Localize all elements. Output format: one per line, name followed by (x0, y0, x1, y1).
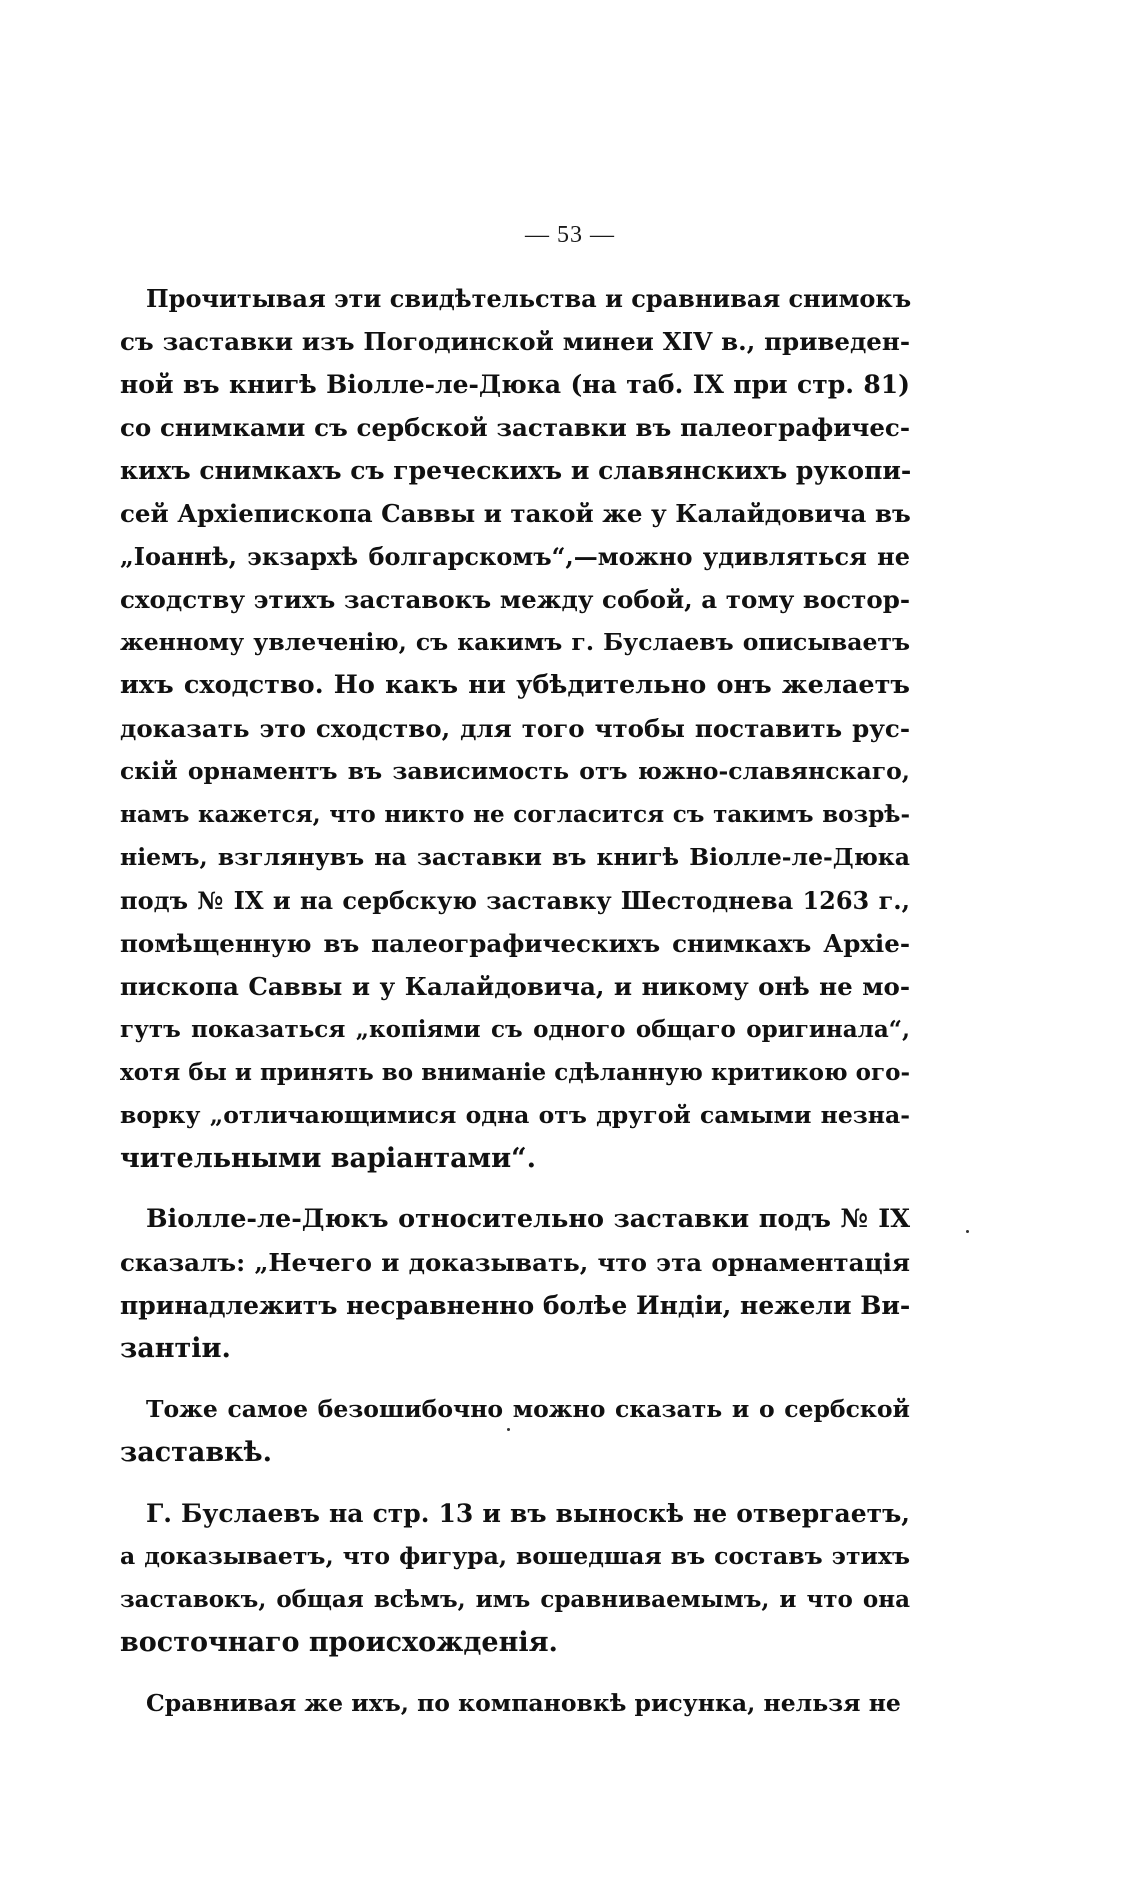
body-text (120, 277, 910, 1725)
paragraph (120, 277, 910, 1180)
text-line: гутъ показаться „копіями съ одного общаго оригинала“, (120, 1016, 910, 1043)
text-line: Тоже самое безошибочно можно сказать и о сербской (146, 1395, 910, 1423)
text-line: ной въ книгѣ Віолле-ле-Дюка (на таб. IX при стр. 81) (120, 370, 910, 399)
text-line: ніемъ, взглянувъ на заставки въ книгѣ Віолле-ле-Дюка (120, 843, 910, 871)
text-line: хотя бы и принять во вниманіе сдѣланную критикою ого- (120, 1059, 910, 1086)
paragraph (120, 1198, 910, 1370)
text-line: пископа Саввы и у Калайдовича, и никому онѣ не мо- (120, 972, 910, 1001)
print-speck (507, 1428, 510, 1431)
text-line: зантіи. (120, 1333, 231, 1364)
text-line: помѣщенную въ палеографическихъ снимкахъ Архіе- (120, 929, 910, 958)
text-line: чительными варіантами“. (120, 1143, 537, 1174)
text-line: доказать это сходство, для того чтобы поставить рус- (120, 714, 910, 743)
text-line: кихъ снимкахъ съ греческихъ и славянскихъ рукопи- (120, 456, 912, 485)
text-line: заставокъ, общая всѣмъ, имъ сравниваемымъ, и что она (120, 1586, 910, 1613)
text-line: сходству этихъ заставокъ между собой, а тому востор- (120, 585, 910, 614)
text-line: заставкѣ. (120, 1437, 273, 1468)
paragraph (120, 1492, 910, 1664)
text-line: Сравнивая же ихъ, по компановкѣ рисунка, нельзя не (146, 1689, 901, 1717)
text-line: Г. Буслаевъ на стр. 13 и въ выноскѣ не отвергаетъ, (146, 1499, 910, 1528)
text-line: сказалъ: „Нечего и доказывать, что эта орнаментація (120, 1248, 910, 1277)
text-line: принадлежитъ несравненно болѣе Индіи, нежели Ви- (120, 1291, 911, 1320)
text-line: съ заставки изъ Погодинской минеи XIV в., приведен- (120, 327, 910, 356)
text-line: сей Архіепископа Саввы и такой же у Калайдовича въ (120, 499, 911, 528)
text-line: „Іоаннѣ, экзархѣ болгарскомъ“,—можно удивляться не (120, 542, 910, 571)
text-line: а доказываетъ, что фигура, вошедшая въ составъ этихъ (120, 1542, 910, 1570)
paragraph (120, 1682, 910, 1725)
text-line: женному увлеченію, съ какимъ г. Буслаевъ описываетъ (120, 628, 910, 656)
text-line: Прочитывая эти свидѣтельства и сравнивая снимокъ (146, 284, 912, 313)
paragraph (120, 1388, 910, 1474)
text-line: ихъ сходство. Но какъ ни убѣдительно онъ желаетъ (120, 670, 910, 700)
text-line: ворку „отличающимися одна отъ другой самыми незна- (120, 1101, 910, 1129)
page-number: — 53 — (525, 222, 615, 248)
text-line: намъ кажется, что никто не согласится съ такимъ возрѣ- (120, 801, 910, 828)
print-speck (966, 1230, 969, 1233)
text-line: подъ № IX и на сербскую заставку Шестоднева 1263 г., (120, 886, 910, 915)
text-line: скій орнаментъ въ зависимость отъ южно-славянскаго, (120, 757, 910, 785)
text-line: восточнаго происхожденія. (120, 1627, 558, 1658)
text-line: со снимками съ сербской заставки въ палеографичес- (120, 413, 910, 442)
text-line: Віолле-ле-Дюкъ относительно заставки подъ № IX (146, 1204, 910, 1234)
